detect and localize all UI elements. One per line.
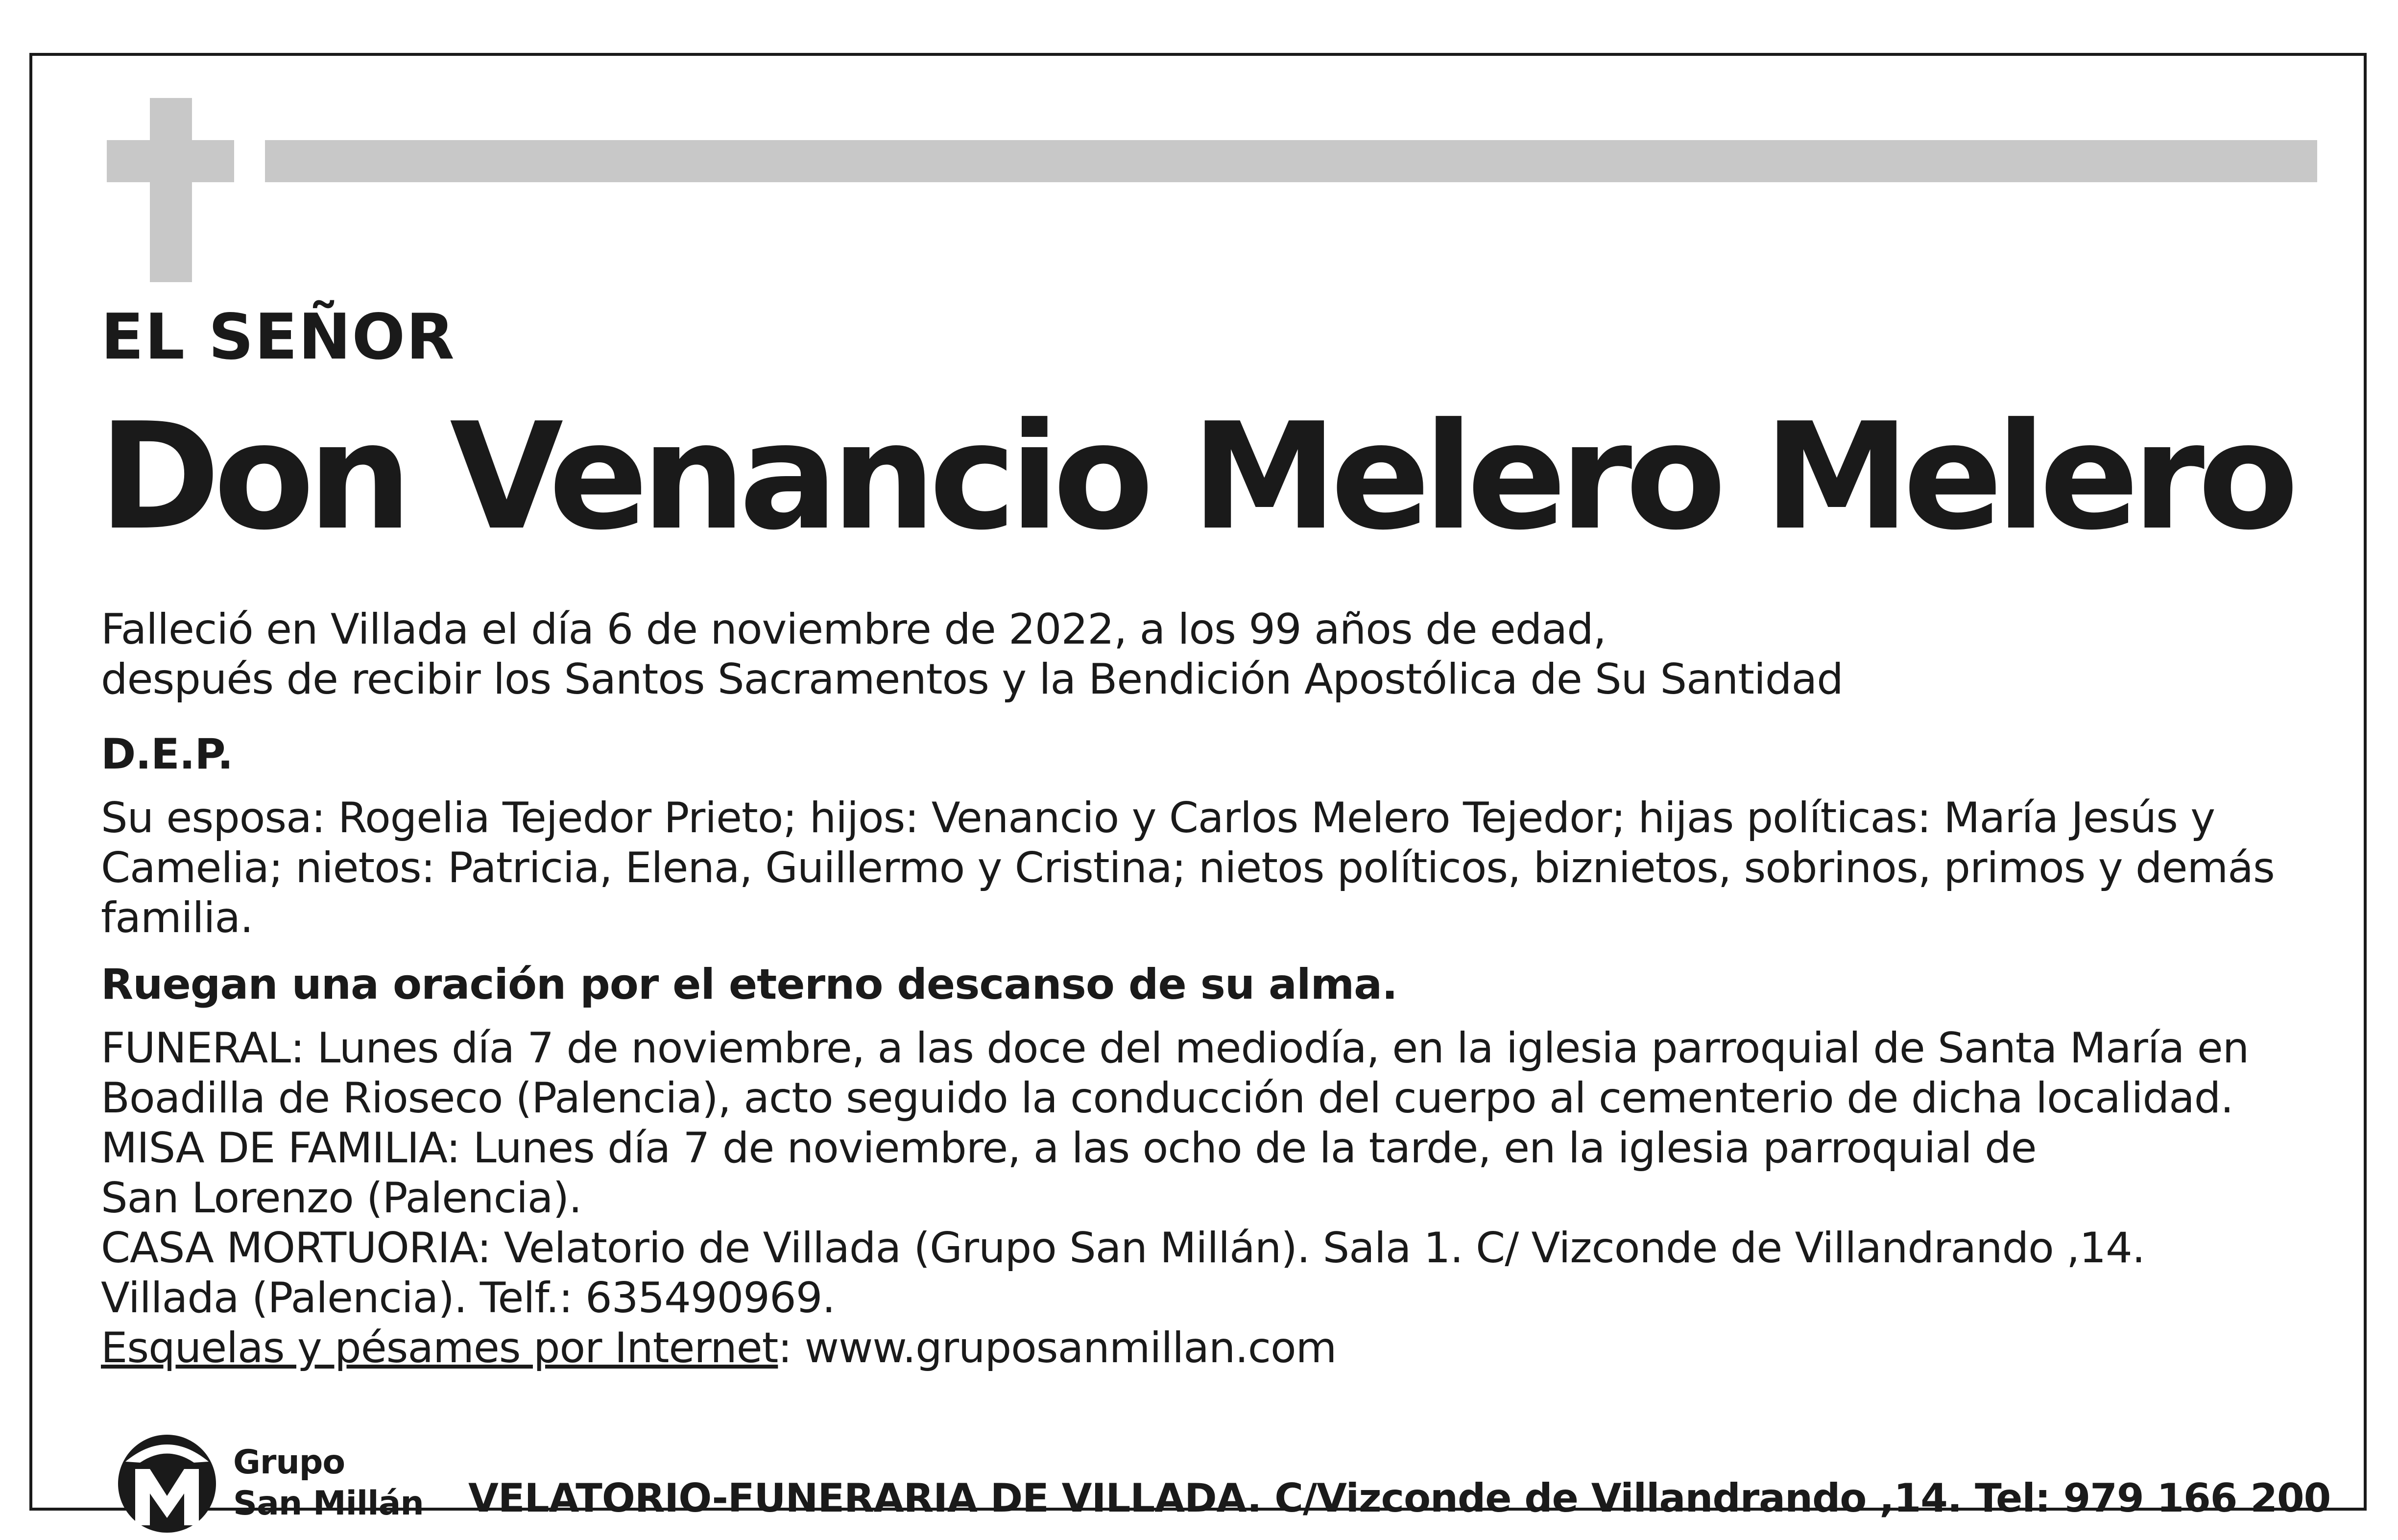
cross-horizontal-bar [107,140,234,182]
service-line: CASA MORTUORIA: Velatorio de Villada (Grupo San Millán). Sala 1. C/ Vizconde de Villandrando ,14. [101,1224,2145,1273]
web-separator: : [778,1323,805,1372]
logo-line: San Millán [233,1484,424,1523]
grupo-san-millan-logo-icon [116,1432,218,1535]
cross-vertical-bar [150,98,192,282]
service-line: Boadilla de Rioseco (Palencia), acto seguido la conducción del cuerpo al cementerio de dicha localidad. [101,1074,2233,1123]
service-details [101,1023,2249,1373]
service-line: FUNERAL: Lunes día 7 de noviembre, a las doce del mediodía, en la iglesia parroquial de Santa María en [101,1024,2249,1073]
family-line: Camelia; nietos: Patricia, Elena, Guillermo y Cristina; nietos políticos, biznietos, sobrinos, primos y demás [101,843,2275,892]
web-line [101,1323,2249,1373]
funeral-home-address: VELATORIO-FUNERARIA DE VILLADA. C/Vizconde de Villandrando ,14. Tel: 979 166 200 [468,1475,2331,1521]
notice-frame [29,53,2367,1523]
family-line: familia. [101,893,253,942]
cross-icon [107,98,234,282]
rip-label: D.E.P. [101,730,233,779]
decorative-header-bar [265,140,2317,182]
service-line: MISA DE FAMILIA: Lunes día 7 de noviembre, a las ocho de la tarde, en la iglesia parroquial de [101,1124,2037,1173]
honorific: EL SEÑOR [101,301,456,374]
death-line: Falleció en Villada el día 6 de noviembre de 2022, a los 99 años de edad, [101,605,1607,654]
death-line: después de recibir los Santos Sacramentos y la Bendición Apostólica de Su Santidad [101,655,1843,704]
service-line: San Lorenzo (Palencia). [101,1174,582,1223]
death-notice [101,604,1843,704]
footer [86,1422,2339,1540]
prayer-request: Ruegan una oración por el eterno descanso de su alma. [101,960,1397,1009]
family-list [101,793,2275,943]
logo-wordmark [233,1442,424,1524]
service-line: Villada (Palencia). Telf.: 635490969. [101,1274,835,1323]
family-line: Su esposa: Rogelia Tejedor Prieto; hijos: Venancio y Carlos Melero Tejedor; hijas políticas: María Jesús y [101,794,2215,842]
logo-line: Grupo [233,1443,345,1482]
web-label: Esquelas y pésames por Internet [101,1323,778,1372]
deceased-name: Don Venancio Melero Melero [98,391,2292,562]
web-url-link[interactable]: www.gruposanmillan.com [804,1323,1337,1372]
